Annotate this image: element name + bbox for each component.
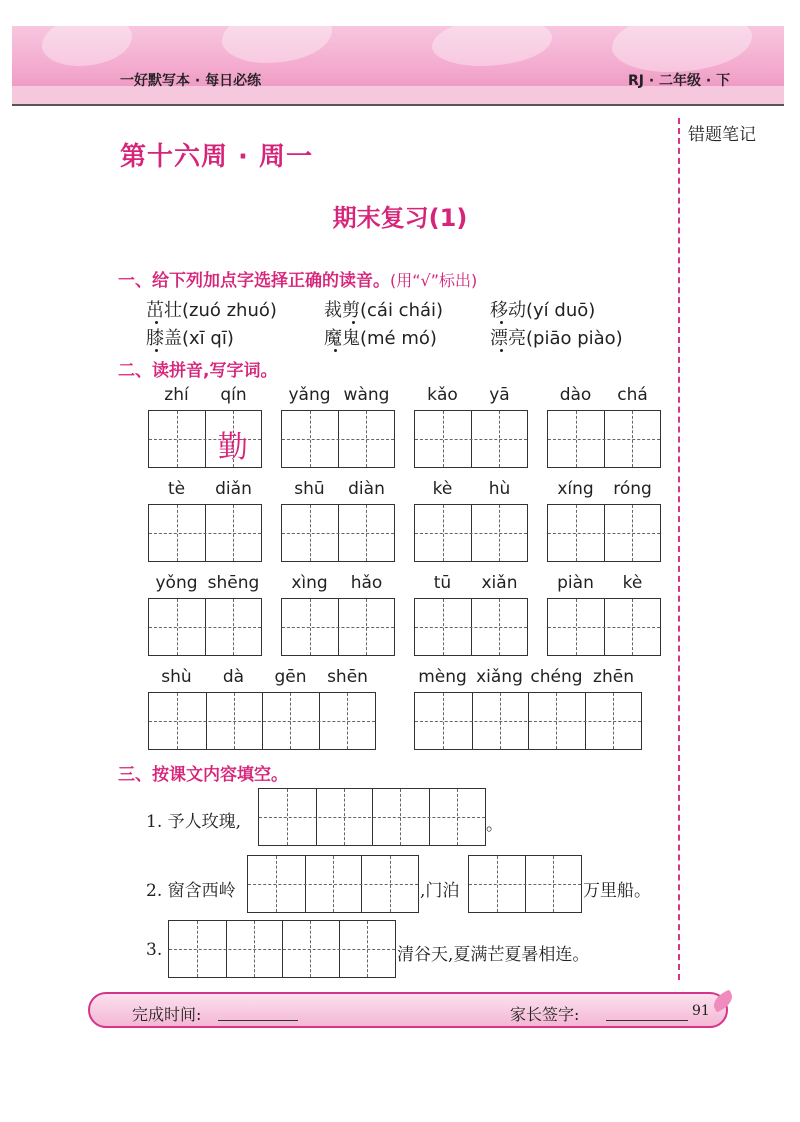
writing-grid-3[interactable] <box>414 410 528 468</box>
pinyin-syllable: zhēn <box>593 667 634 687</box>
writing-grid-7[interactable] <box>414 504 528 562</box>
pinyin-syllable: kǎo <box>427 385 458 405</box>
pinyin-syllable: dà <box>222 667 245 687</box>
pinyin-syllable: piàn <box>557 573 594 593</box>
completion-time-field[interactable] <box>218 1020 298 1021</box>
cell-guide-horizontal <box>415 627 527 628</box>
pinyin-syllable: dào <box>559 385 592 405</box>
writing-grid-8[interactable] <box>547 504 661 562</box>
parent-signature-field[interactable] <box>606 1020 688 1021</box>
cell-guide-horizontal <box>415 721 641 722</box>
pinyin-syllable: chéng <box>530 667 583 687</box>
week-title: 第十六周 · 周一 <box>120 142 313 172</box>
cell-guide-horizontal <box>282 627 394 628</box>
pinyin-syllable: tè <box>167 479 186 499</box>
pinyin-syllable: shū <box>294 479 325 499</box>
completion-time-label: 完成时间: <box>132 1005 202 1024</box>
sidebar-title: 错题笔记 <box>688 125 756 145</box>
question-3-heading: 三、按课文内容填空。 <box>118 765 288 785</box>
pinyin-syllable: yǒng <box>155 573 198 593</box>
q1-item-3: 移动(yí duō) <box>490 300 596 321</box>
q3-line3-prefix: 3. <box>146 940 163 960</box>
pinyin-syllable: gēn <box>274 667 307 687</box>
q1-item-1: 茁壮(zuó zhuó) <box>146 300 277 321</box>
cell-guide-horizontal <box>548 439 660 440</box>
writing-grid-1[interactable] <box>148 410 262 468</box>
pinyin-syllable: róng <box>613 479 652 499</box>
pinyin-syllable: kè <box>622 573 643 593</box>
writing-grid-11[interactable] <box>414 598 528 656</box>
pinyin-syllable: xiǎn <box>481 573 518 593</box>
pinyin-syllable: wàng <box>343 385 390 405</box>
q1-item-4: 膝盖(xī qī) <box>146 328 234 349</box>
writing-grid-4[interactable] <box>547 410 661 468</box>
q3-line1-suffix: 。 <box>486 815 503 835</box>
pinyin-syllable: yā <box>489 385 510 405</box>
q3-line2-prefix: 2. 窗含西岭 <box>146 881 236 901</box>
pinyin-syllable: hù <box>488 479 511 499</box>
pinyin-syllable: xíng <box>557 479 594 499</box>
pinyin-syllable: shēng <box>207 573 260 593</box>
pinyin-syllable: zhí <box>164 385 189 405</box>
q3-line2-answer-box-2[interactable] <box>468 855 582 913</box>
q3-line3-answer-box[interactable] <box>168 920 396 978</box>
cell-guide-horizontal <box>548 627 660 628</box>
pinyin-syllable: diǎn <box>215 479 252 499</box>
question-1-title: 一、给下列加点字选择正确的读音。 <box>118 271 390 291</box>
writing-grid-2[interactable] <box>281 410 395 468</box>
q3-line1-prefix: 1. 予人玫瑰, <box>146 812 242 832</box>
cell-guide-horizontal <box>282 533 394 534</box>
writing-grid-12[interactable] <box>547 598 661 656</box>
pinyin-syllable: xìng <box>291 573 328 593</box>
cell-guide-horizontal <box>469 884 581 885</box>
header-book-name: 一好默写本 · 每日必练 <box>120 73 262 89</box>
cell-guide-horizontal <box>169 949 395 950</box>
q1-item-6: 漂亮(piāo piào) <box>490 328 623 349</box>
q3-line2-answer-box-1[interactable] <box>247 855 419 913</box>
pinyin-syllable: shēn <box>327 667 368 687</box>
cell-guide-horizontal <box>415 439 527 440</box>
writing-grid-14[interactable] <box>414 692 642 750</box>
q3-line1-answer-box[interactable] <box>258 788 486 846</box>
writing-grid-9[interactable] <box>148 598 262 656</box>
header-grade: RJ · 二年级 · 下 <box>628 73 731 89</box>
cell-guide-horizontal <box>248 884 418 885</box>
writing-grid-10[interactable] <box>281 598 395 656</box>
cell-guide-horizontal <box>282 439 394 440</box>
pinyin-syllable: hǎo <box>350 573 383 593</box>
pinyin-syllable: kè <box>432 479 453 499</box>
example-answer-char: 勤 <box>218 430 248 465</box>
cell-guide-horizontal <box>149 627 261 628</box>
q1-item-2: 裁剪(cái chái) <box>324 300 444 321</box>
cell-guide-horizontal <box>149 533 261 534</box>
question-1-note: (用“√”标出) <box>390 271 478 290</box>
pinyin-syllable: tū <box>433 573 452 593</box>
q3-line3-suffix: 清谷天,夏满芒夏暑相连。 <box>397 945 590 965</box>
parent-signature-label: 家长签字: <box>510 1005 580 1024</box>
writing-grid-6[interactable] <box>281 504 395 562</box>
pinyin-syllable: xiǎng <box>476 667 523 687</box>
cell-guide-horizontal <box>259 817 485 818</box>
cell-guide-horizontal <box>548 533 660 534</box>
question-2-heading: 二、读拼音,写字词。 <box>118 361 278 381</box>
pinyin-syllable: mèng <box>418 667 467 687</box>
q3-line2-suffix: 万里船。 <box>583 881 651 901</box>
page-number: 91 <box>692 1003 710 1019</box>
writing-grid-13[interactable] <box>148 692 376 750</box>
pinyin-syllable: yǎng <box>288 385 331 405</box>
page-title: 期末复习(1) <box>332 204 468 232</box>
q1-item-5: 魔鬼(mé mó) <box>324 328 437 349</box>
pinyin-syllable: qín <box>220 385 247 405</box>
cell-guide-horizontal <box>415 533 527 534</box>
cell-guide-horizontal <box>149 721 375 722</box>
writing-grid-5[interactable] <box>148 504 262 562</box>
pinyin-syllable: chá <box>617 385 648 405</box>
footer-bar <box>88 992 728 1028</box>
q3-line2-middle: ,门泊 <box>420 881 460 901</box>
pinyin-syllable: diàn <box>348 479 385 499</box>
pinyin-syllable: shù <box>161 667 192 687</box>
